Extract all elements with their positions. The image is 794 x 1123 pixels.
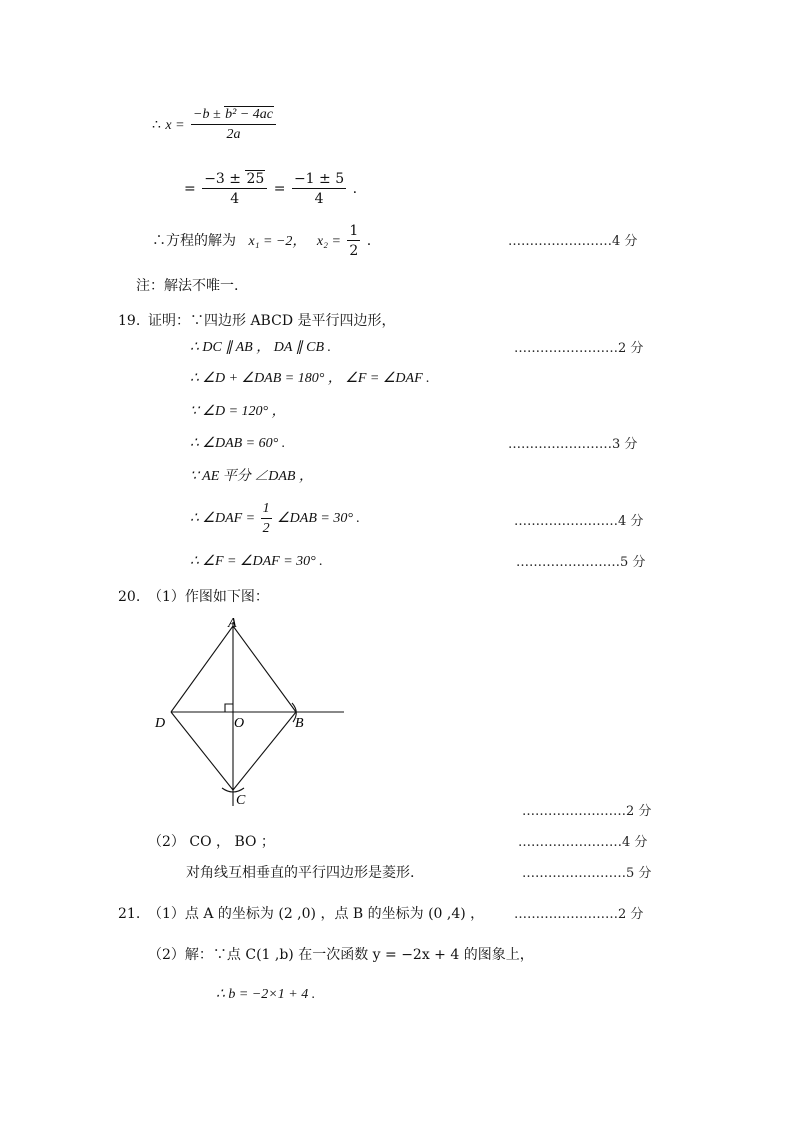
numerator-2: −1 ± 5 [293,171,345,187]
score-q19-4: ……………………3 分 [508,437,638,452]
denominator-2: 4 [314,191,324,207]
q19-line-3: ∵ ∠D = 120° ， [190,404,286,419]
label-a: A [228,616,237,631]
therefore-symbol: ∴ [152,117,161,133]
side-ab [233,626,296,712]
numerator-1: −3 ± [204,171,242,187]
side-da [171,626,233,712]
half-denominator: 2 [262,521,270,536]
score-q21-1: ……………………2 分 [514,907,644,922]
period: . [352,181,358,197]
q19-line-4: ∴ ∠DAB = 60° . [190,436,286,451]
score-q19-7: ……………………5 分 [516,555,646,570]
quadratic-formula-line [152,108,278,142]
equals-sign: = [184,181,196,197]
q21-number: 21. [118,906,141,922]
side-cd [171,712,233,790]
score-q20-1: ……………………2 分 [522,804,652,819]
half-numerator: 1 [261,502,272,519]
q19-line-6 [190,502,360,536]
score-q20-3: ……………………5 分 [522,866,652,881]
q19-line-5: ∵ AE 平分 ∠DAB ， [190,469,313,484]
q19-line-2: ∴ ∠D + ∠DAB = 180° ， ∠F = ∠DAF . [190,371,430,386]
score-q19-6: ……………………4 分 [514,514,644,529]
right-angle-mark [225,704,233,712]
roots-label: ∴方程的解为 [152,233,236,249]
note-text: 注：解法不唯一. [136,278,239,294]
root-x2-fraction [347,224,360,258]
substitution-line [184,172,357,206]
q19-number: 19. [118,313,141,329]
score-q19-1: ……………………2 分 [514,341,644,356]
fraction-2 [292,172,346,206]
q19-line-6-rhs: ∠DAB = 30° . [277,511,360,527]
score-q20-2: ……………………4 分 [518,835,648,850]
q19-line-7: ∴ ∠F = ∠DAF = 30° . [190,554,323,569]
equals-sign-2: = [273,181,286,197]
label-d: D [155,716,166,731]
fraction-1 [202,172,267,206]
label-b: B [295,716,304,731]
q21-part-1: （1）点 A 的坐标为 (2 ,0) ，点 B 的坐标为 (0 ,4) ， [148,906,485,922]
root-x2-numerator: 1 [349,223,359,239]
label-o: O [234,716,245,731]
label-c: C [236,793,246,808]
q19-intro: 证明：∵四边形 ABCD 是平行四边形， [148,313,396,329]
formula-lhs: x = [165,118,185,133]
half-fraction [261,502,272,536]
denominator-1: 4 [230,191,240,207]
q20-part-2: （2） CO ， BO ； [148,834,275,850]
q20-part-1: （1）作图如下图： [148,589,269,605]
q19-line-1: ∴ DC ∥ AB ， DA ∥ CB . [190,340,332,355]
rhombus-diagram [150,612,350,812]
q20-conclusion: 对角线互相垂直的平行四边形是菱形. [186,865,415,881]
q19-line-6-lhs: ∴ ∠DAF = [190,511,256,527]
root-x2-lhs: x₂ = [316,234,341,249]
formula-denominator: 2a [226,127,241,142]
score-q18: ……………………4 分 [508,234,638,249]
formula-radicand: b² − 4ac [225,107,273,122]
period: . [366,233,372,249]
q21-part-2: （2）解：∵点 C(1 ,b) 在一次函数 y = −2x + 4 的图象上， [148,947,534,963]
formula-fraction [191,108,276,142]
formula-numerator: −b ± [193,107,221,122]
radicand-1: 25 [246,171,265,187]
q20-number: 20. [118,589,141,605]
roots-line [152,224,371,258]
q21-line-3: ∴ b = −2×1 + 4 . [216,987,316,1002]
root-x1: x₁ = −2， [248,234,307,249]
root-x2-denominator: 2 [349,243,359,259]
